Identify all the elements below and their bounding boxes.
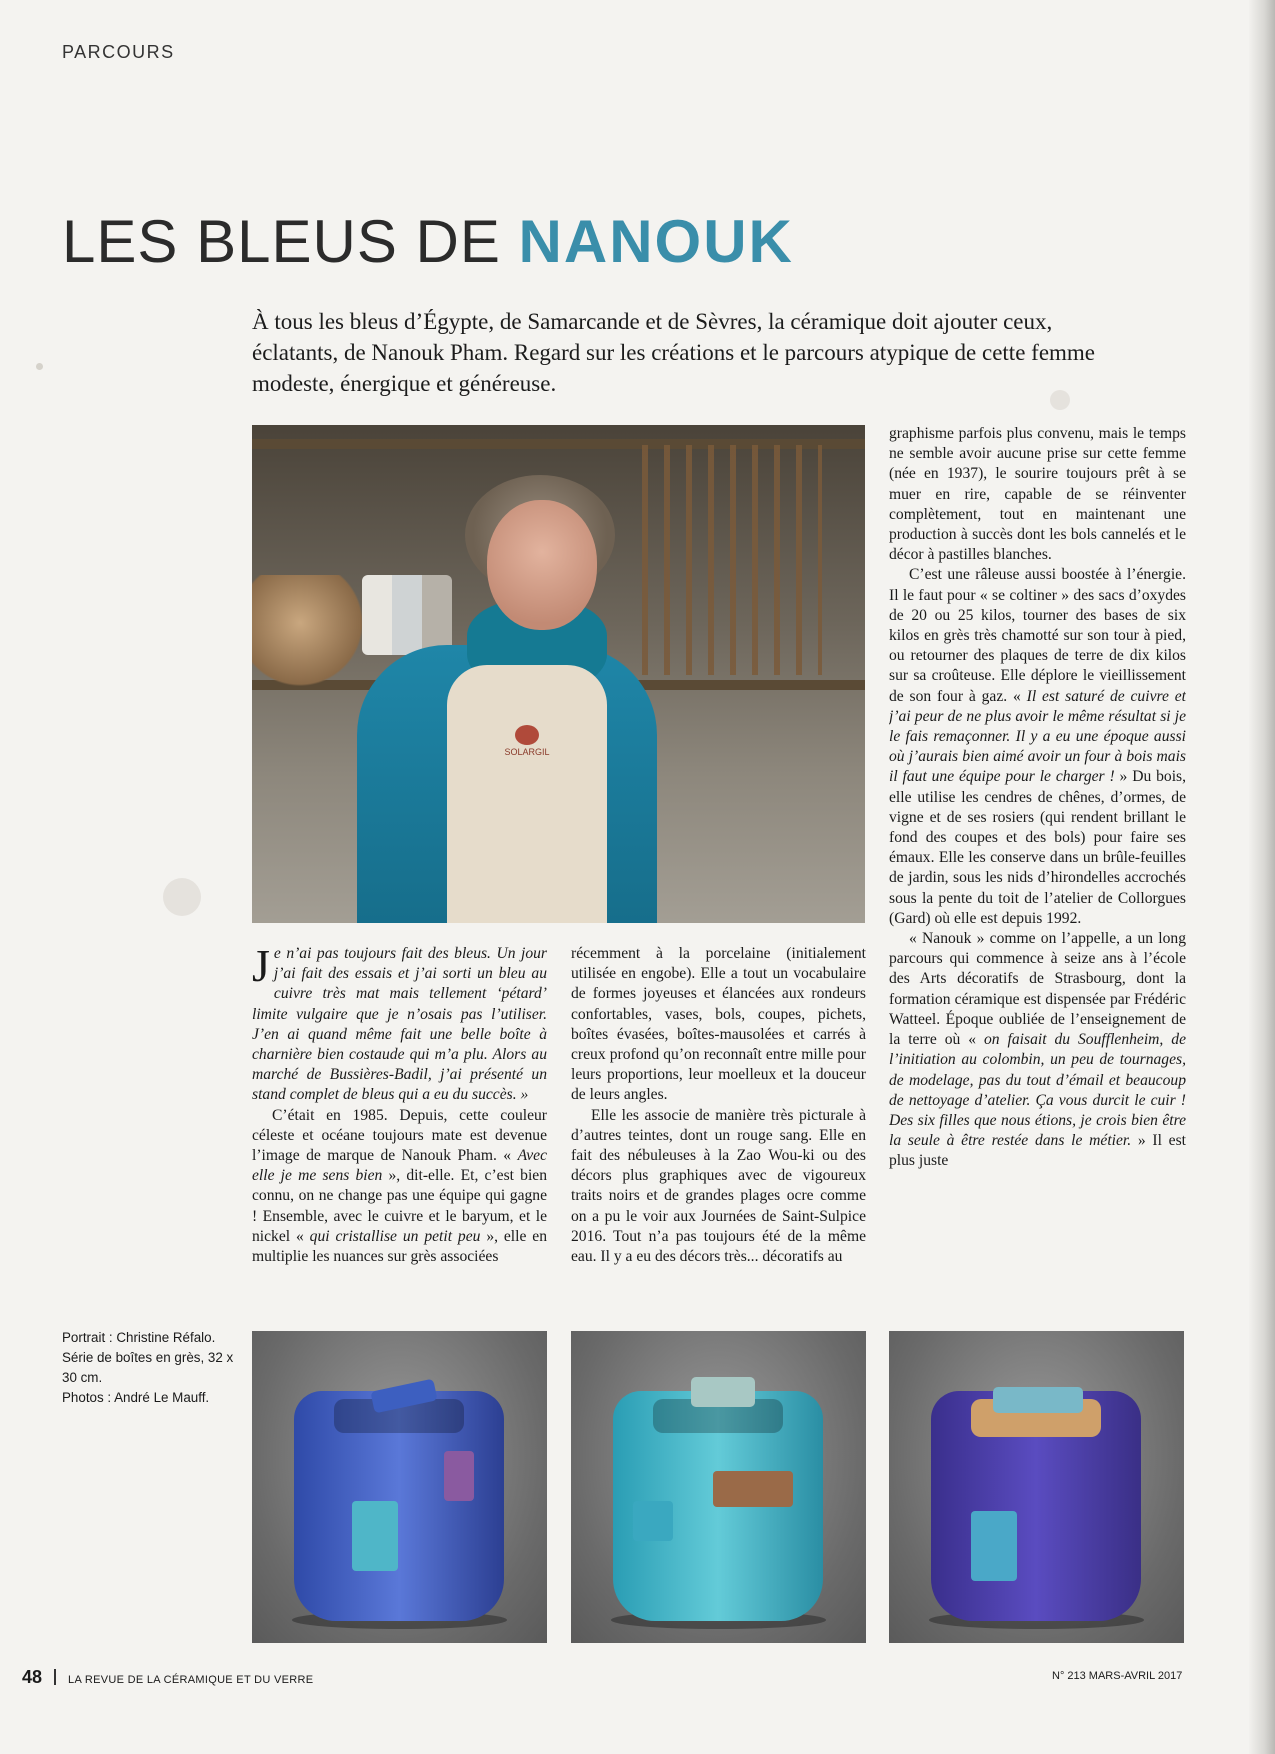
paper-speck (36, 363, 43, 370)
glaze-patch (633, 1501, 673, 1541)
caption-line: Portrait : Christine Réfalo. (62, 1330, 216, 1345)
caption-line: Série de boîtes en grès, 32 x 30 cm. (62, 1350, 234, 1385)
glaze-patch (971, 1511, 1017, 1581)
pot-photo-1 (252, 1331, 547, 1643)
text-run: qui cristallise un petit peu (309, 1227, 481, 1245)
text-run: C’est une râleuse aussi boostée à l’énergie. Il le faut pour « se coltiner » des sacs d’oxydes de 20 ou 25 kilos, tourner des bases de six kilos en grès très chamotté sur son tour à pied, ou retourner des plaques de terre de dix kilos sur sa croûteuse. Elle déplore le vieillissement de son four à gaz. « (889, 566, 1186, 705)
drop-cap: J (252, 944, 270, 991)
lid-knob (993, 1387, 1083, 1413)
ceramic-box (931, 1391, 1141, 1621)
text-run: Il est saturé de cuivre et j’ai peur de ne plus avoir le même résultat si je le fais remaçonner. Il y a eu une époque aussi où j’aurais bien aimé avoir un four à bois mais il faut une équipe pour le charger ! (889, 687, 1186, 786)
footer-divider (54, 1669, 56, 1685)
pot-photo-2 (571, 1331, 866, 1643)
glaze-patch (352, 1501, 398, 1571)
column-3 (889, 424, 1186, 1320)
text-run: « Nanouk » comme on l’appelle, a un long parcours qui commence à seize ans à l’école des Arts décoratifs de Strasbourg, dont la formation céramique est dispensée par Frédéric Watteel. Époque oubliée de l’enseignement de la terre où « (889, 930, 1186, 1049)
subject-apron (447, 665, 607, 923)
column-2 (571, 944, 866, 1320)
caption-line: Photos : André Le Mauff. (62, 1390, 210, 1405)
apron-text: SOLARGIL (504, 747, 550, 757)
pot-photo-3 (889, 1331, 1184, 1643)
text-run: », elle en multiplie les nuances sur grès associées (252, 1227, 547, 1266)
article-title (62, 208, 794, 275)
paragraph (889, 929, 1186, 1171)
glaze-patch (713, 1471, 793, 1507)
paragraph (889, 565, 1186, 929)
magazine-name: LA REVUE DE LA CÉRAMIQUE ET DU VERRE (68, 1674, 314, 1686)
portrait-subject (347, 475, 657, 923)
glaze-patch (444, 1451, 474, 1501)
paragraph: graphisme parfois plus convenu, mais le temps ne semble avoir aucune prise sur cette femme (née en 1937), le sourire toujours prêt à se muer en rire, capable de se réinventer complètement, tout en maintenant une production à succès dont les bols cannelés et le décor à pastilles blanches. (889, 425, 1186, 564)
ceramic-box (613, 1391, 823, 1621)
text-run: Avec elle je me sens bien (252, 1147, 547, 1185)
text-run: C’était en 1985. Depuis, cette couleur céleste et océane toujours mate est devenue l’image de marque de Nanouk Pham. « (252, 1106, 547, 1165)
paragraph: récemment à la porcelaine (initialement utilisée en engobe). Elle a tout un vocabulaire de formes joyeuses et élancées aux rondeurs confortables, vases, bols, coupes, pichets, boîtes évasées, boîtes-mausolées et carrés à creux profond qu’on reconnaît entre mille pour leurs proportions, leur moelleux et la douceur de leurs angles. (571, 945, 866, 1104)
opening-quote-text: e n’ai pas toujours fait des bleus. Un jour j’ai fait des essais et j’ai sorti un bleu au cuivre très mat mais tellement ‘pétard’ limite vulgaire que je n’osais pas l’utiliser. J’en ai quand même fait une belle boîte à charnière bien costaude qui m’a plu. Alors au marché de Bussières-Badil, j’ai présenté un stand complet de bleus qui a eu du succès. » (252, 945, 547, 1104)
photo-caption (62, 1328, 242, 1408)
page-number: 48 (22, 1667, 43, 1687)
apron-logo (515, 725, 539, 745)
page-footer (22, 1667, 313, 1688)
paragraph: Elle les associe de manière très picturale à d’autres teintes, dont un rouge sang. Elle en fait des nébuleuses à la Zao Wou-ki ou des décors plus graphiques avec de vigoureux traits noirs et de grandes plages ocre comme on a pu le voir aux Journées de Saint-Sulpice 2016. Tout n’a pas toujours été de la même eau. Il y a eu des décors très... décoratifs au (571, 1106, 866, 1266)
subject-face (487, 500, 597, 630)
text-run: » Il est plus juste (889, 1132, 1186, 1170)
photo-tools (642, 445, 822, 675)
paragraph (252, 1106, 547, 1268)
page-edge-shadow (1249, 0, 1275, 1754)
text-run: », dit-elle. Et, c’est bien connu, on ne change pas une équipe qui gagne ! Ensemble, avec le cuivre et le baryum, et le nickel « (252, 1167, 547, 1245)
portrait-photo (252, 425, 865, 923)
lid-knob (691, 1377, 755, 1407)
section-label: PARCOURS (62, 42, 175, 62)
column-1 (252, 944, 547, 1320)
text-run: on faisait du Soufflenheim, de l’initiation au colombin, un peu de tournages, de modelage, pas du tout d’émail et beaucoup de nettoyage d’atelier. Ça vous durcit le cuir ! Des six filles que nous étions, je crois bien être la seule à être restée dans le métier. (889, 1031, 1186, 1150)
opening-quote (252, 944, 547, 1106)
article-lede: À tous les bleus d’Égypte, de Samarcande et de Sèvres, la céramique doit ajouter ceux, éclatants, de Nanouk Pham. Regard sur les créations et le parcours atypique de cette femme modeste, énergique et généreuse. (252, 309, 1096, 396)
paper-speck (163, 878, 201, 916)
title-highlight: NANOUK (518, 208, 794, 275)
ceramic-box (294, 1391, 504, 1621)
issue-label: N° 213 MARS-AVRIL 2017 (1052, 1670, 1183, 1682)
text-run: » Du bois, elle utilise les cendres de chênes, d’ormes, de vigne et de ses rosiers (qui rendent brillant le fond des coupes et des bols) pour faire ses émaux. Elle les conserve dans un brûle-feuilles de jardin, sous les nids d’hirondelles accrochés sous la pente du toit de l’atelier de Collorgues (Gard) où elle est depuis 1992. (889, 768, 1186, 927)
title-part1: LES BLEUS DE (62, 208, 519, 275)
